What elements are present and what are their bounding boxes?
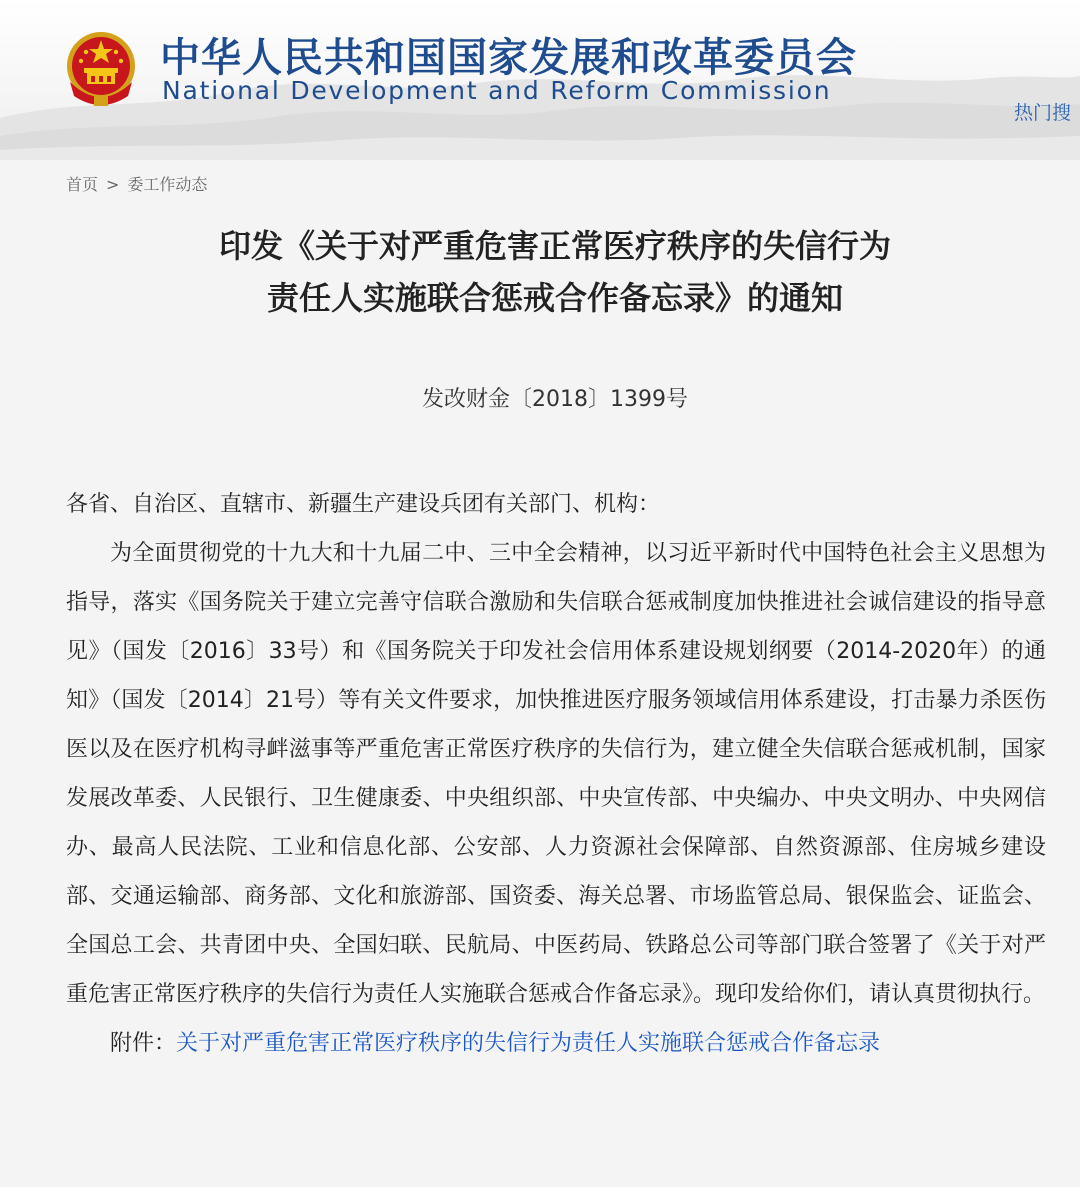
breadcrumb-home-link[interactable]: 首页 [66, 175, 99, 194]
site-name-cn: 中华人民共和国国家发展和改革委员会 [160, 35, 857, 81]
breadcrumb [66, 174, 207, 196]
salutation: 各省、自治区、直辖市、新疆生产建设兵团有关部门、机构： [66, 492, 661, 517]
site-name-en: National Development and Reform Commission [162, 76, 832, 105]
article-title-line1: 印发《关于对严重危害正常医疗秩序的失信行为 [218, 227, 891, 265]
article-body [66, 480, 1046, 1068]
attachment-row [66, 1019, 1046, 1068]
document-number: 发改财金〔2018〕1399号 [422, 387, 688, 412]
article-title-line2: 责任人实施联合惩戒合作备忘录》的通知 [266, 279, 843, 317]
breadcrumb-separator: > [106, 175, 120, 194]
hot-search-link[interactable]: 热门搜 [1014, 102, 1072, 124]
national-emblem-icon [64, 30, 138, 108]
breadcrumb-section-link[interactable]: 委工作动态 [127, 175, 208, 194]
article-title [0, 220, 1080, 324]
attachment-label: 附件： [110, 1031, 177, 1056]
body-paragraph: 为全面贯彻党的十九大和十九届二中、三中全会精神，以习近平新时代中国特色社会主义思想为指导，落实《国务院关于建立完善守信联合激励和失信联合惩戒制度加快推进社会诚信建设的指导意见》（国发〔2016〕33号）和《国务院关于印发社会信用体系建设规划纲要（2014-2020年）的通知》（国发〔2014〕21号）等有关文件要求，加快推进医疗服务领域信用体系建设，打击暴力杀医伤医以及在医疗机构寻衅滋事等严重危害正常医疗秩序的失信行为，建立健全失信联合惩戒机制，国家发展改革委、人民银行、卫生健康委、中央组织部、中央宣传部、中央编办、中央文明办、中央网信办、最高人民法院、工业和信息化部、公安部、人力资源社会保障部、自然资源部、住房城乡建设部、交通运输部、商务部、文化和旅游部、国资委、海关总署、市场监管总局、银保监会、证监会、全国总工会、共青团中央、全国妇联、民航局、中医药局、铁路总公司等部门联合签署了《关于对严重危害正常医疗秩序的失信行为责任人实施联合惩戒合作备忘录》。现印发给你们，请认真贯彻执行。 [66, 541, 1046, 1007]
site-header [0, 0, 1080, 160]
attachment-link[interactable]: 关于对严重危害正常医疗秩序的失信行为责任人实施联合惩戒合作备忘录 [176, 1031, 881, 1056]
